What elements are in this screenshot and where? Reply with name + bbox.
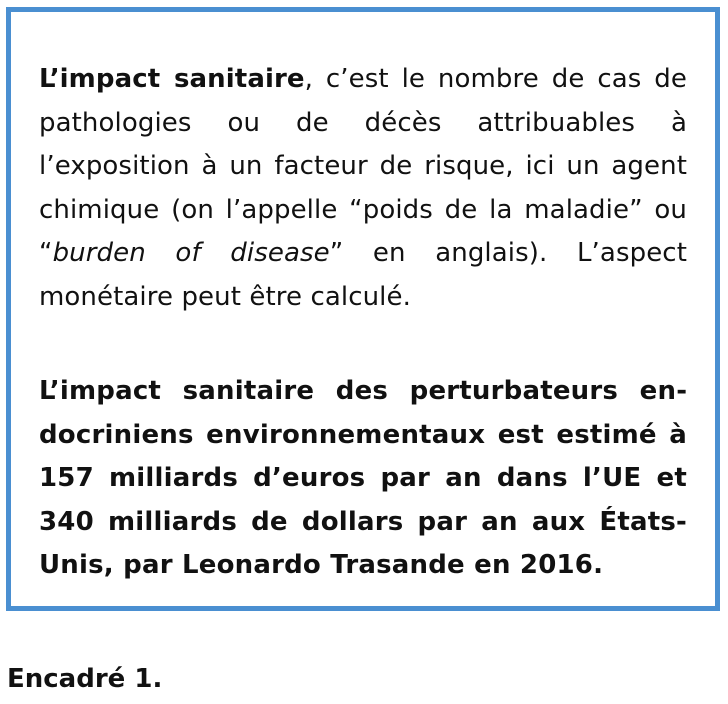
definition-paragraph — [39, 58, 687, 319]
estimate-paragraph: L’impact sanitaire des perturbateurs endocriniens environnementaux est estimé à 157 milliards d’euros par an dans l’UE et 340 milliards de dollars par an aux États-Unis, par Leonardo Trasande en 2016. — [39, 376, 687, 580]
definition-text-a: , c’est le nombre de cas de pathologies ou de décès attribuables à l’exposition à un facteur de risque, ici un agent chimique (on l’appelle “poids de la maladie” ou “ — [39, 64, 687, 268]
definition-text-b: ” en anglais). L’aspect monétaire peut être calculé. — [39, 238, 687, 312]
defined-term: L’impact sanitaire — [39, 64, 305, 94]
definition-box — [6, 7, 720, 611]
english-term: burden of disease — [52, 238, 330, 268]
box-caption: Encadré 1. — [7, 664, 163, 694]
